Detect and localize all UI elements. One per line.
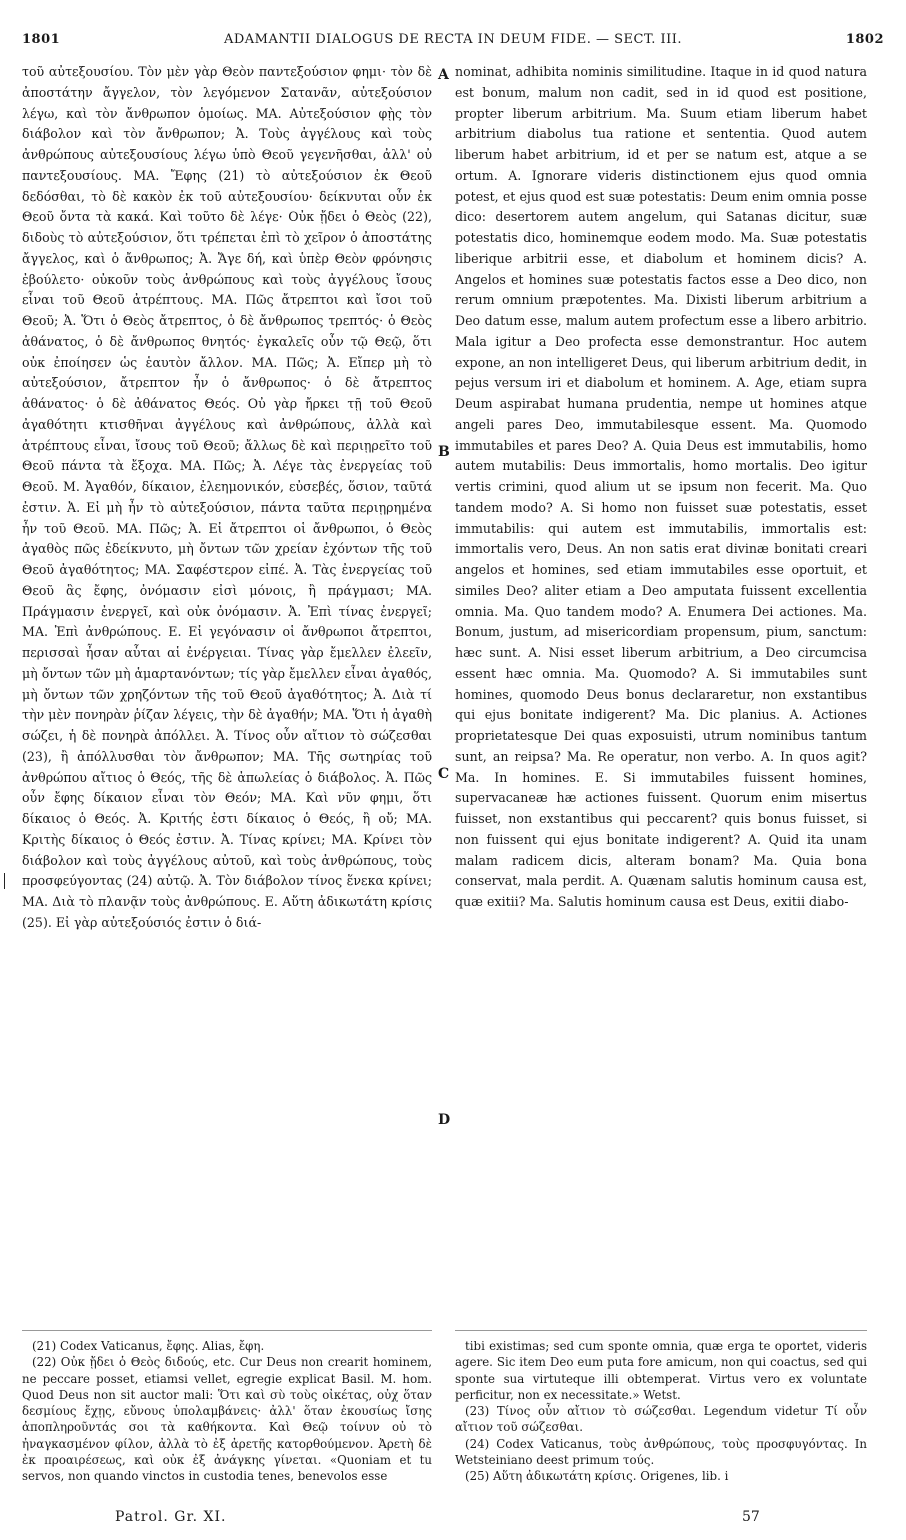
footer-series: Patrol. Gr. XI.	[115, 1509, 227, 1525]
page-number-left: 1801	[22, 32, 61, 47]
header-title: ADAMANTII DIALOGUS DE RECTA IN DEUM FIDE. — SECT. III.	[223, 32, 683, 47]
margin-tick	[4, 873, 5, 889]
margin-marker-c: C	[438, 766, 450, 782]
footnote-23: (23) Τίνος οὖν αἴτιον τὸ σώζεσθαι. Legendum videtur Τί οὖν αἴτιον τοῦ σώζεσθαι.	[455, 1404, 867, 1435]
footnotes-left	[22, 1338, 432, 1485]
footnote-rule-left	[22, 1330, 432, 1331]
greek-text: τοῦ αὐτεξουσίου. Τὸν μὲν γὰρ Θεὸν παντεξούσιον φημι· τὸν δὲ ἀποστάτην ἄγγελον, τὸν λεγόμενον Σατανᾶν, αὐτεξούσιον λέγω, καὶ τὸν ἄνθρωπον ὁμοίως. ΜΑ. Αὐτεξούσιον φῂς τὸν διάβολον καὶ τὸν ἄνθρωπον; Ἀ. Τοὺς ἀγγέλους καὶ τοὺς ἀνθρώπους αὐτεξουσίους λέγω ὑπὸ Θεοῦ γεγενῆσθαι, ἀλλ' οὐ παντεξουσίους. ΜΑ. Ἔφης (21) τὸ αὐτεξούσιον ἐκ Θεοῦ δεδόσθαι, τὸ δὲ κακὸν ἐκ τοῦ αὐτεξουσίου· δείκνυται οὖν ἐκ Θεοῦ ὄντα τὰ κακά. Καὶ τοῦτο δὲ λέγε· Οὐκ ᾔδει ὁ Θεὸς (22), διδοὺς τὸ αὐτεξούσιον, ὅτι τρέπεται ἐπὶ τὸ χεῖρον ὁ ἀποστάτης ἄγγελος, καὶ ὁ ἄνθρωπος; Ἀ. Ἄγε δή, καὶ ὑπὲρ Θεὸν φρόνησις ἐβούλετο· οὐκοῦν τοὺς ἀνθρώπους καὶ τοὺς ἀγγέλους ἴσους εἶναι τοῦ Θεοῦ ἀτρέπτους. ΜΑ. Πῶς ἄτρεπτοι καὶ ἴσοι τοῦ Θεοῦ; Ἀ. Ὅτι ὁ Θεὸς ἄτρεπτος, ὁ δὲ ἄνθρωπος τρεπτός· ὁ Θεὸς ἀθάνατος, ὁ δὲ ἄνθρωπος θνητός· ἐγκαλεῖς οὖν τῷ Θεῷ, ὅτι οὐκ ἐποίησεν ὡς ἑαυτὸν ἄλλον. ΜΑ. Πῶς; Ἀ. Εἴπερ μὴ τὸ αὐτεξούσιον, ἄτρεπτον ἦν ὁ ἄνθρωπος· ὁ δὲ ἄτρεπτος ἀθάνατος· ὁ δὲ ἀθάνατος Θεός. Οὐ γὰρ ἤρκει τῇ τοῦ Θεοῦ ἀγαθότητι κτισθῆναι ἀγγέλους καὶ ἀνθρώπους, ἀλλὰ καὶ ἀτρέπτους εἶναι, ἴσους τοῦ Θεοῦ; ἄλλως δὲ καὶ περιῃρεῖτο τοῦ Θεοῦ πάντα τὰ ἔξοχα. ΜΑ. Πῶς; Ἀ. Λέγε τὰς ἐνεργείας τοῦ Θεοῦ. Μ. Ἀγαθόν, δίκαιον, ἐλεημονικόν, εὐσεβές, ὅσιον, ταῦτά ἐστιν. Ἀ. Εἰ μὴ ἦν τὸ αὐτεξούσιον, πάντα ταῦτα περιῃρημένα ἦν τοῦ Θεοῦ. ΜΑ. Πῶς; Ἀ. Εἰ ἄτρεπτοι οἱ ἄνθρωποι, ὁ Θεὸς ἀγαθὸς πῶς ἐδείκνυτο, μὴ ὄντων τῶν χρείαν ἐχόντων τῆς τοῦ Θεοῦ ἀγαθότητος; ΜΑ. Σαφέστερον εἰπέ. Ἀ. Τὰς ἐνεργείας τοῦ Θεοῦ ἃς ἔφης, ὀνόμασιν εἰσὶ μόνοις, ἢ πράγμασι; ΜΑ. Πράγμασιν ἐνεργεῖ, καὶ οὐκ ὀνόμασιν. Ἀ. Ἐπὶ τίνας ἐνεργεῖ; ΜΑ. Ἐπὶ ἀνθρώπους. Ε. Εἰ γεγόνασιν οἱ ἄνθρωποι ἄτρεπτοι, περισσαὶ ἦσαν αὗται αἱ ἐνέργειαι. Τίνας γὰρ ἔμελλεν ἐλεεῖν, μὴ ὄντων τῶν μὴ ἁμαρτανόντων; τίς γὰρ ἔμελλεν εἶναι ἀγαθός, μὴ ὄντων τῶν χρηζόντων τῆς τοῦ Θεοῦ ἀγαθότητος; Ἀ. Διὰ τί τὴν μὲν πονηρὰν ῥίζαν λέγεις, τὴν δὲ ἀγαθήν; ΜΑ. Ὅτι ἡ ἀγαθὴ σώζει, ἡ δὲ πονηρὰ ἀπόλλει. Ἀ. Τίνος οὖν αἴτιον τὸ σώζεσθαι (23), ἢ ἀπόλλυσθαι τὸν ἄνθρωπον; ΜΑ. Τῆς σωτηρίας τοῦ ἀνθρώπου αἴτιος ὁ Θεός, τῆς δὲ ἀπωλείας ὁ διάβολος. Ἀ. Πῶς οὖν ἔφης δίκαιον εἶναι τὸν Θεόν; ΜΑ. Καὶ νῦν φημι, ὅτι δίκαιος ὁ Θεός. Ἀ. Κριτής ἐστι δίκαιος ὁ Θεός, ἢ οὔ; ΜΑ. Κριτὴς δίκαιος ὁ Θεός ἐστιν. Ἀ. Τίνας κρίνει; ΜΑ. Κρίνει τὸν διάβολον καὶ τοὺς ἀγγέλους αὐτοῦ, καὶ τοὺς ἀνθρώπους, τοὺς προσφεύγοντας (24) αὐτῷ. Ἀ. Τὸν διάβολον τίνος ἕνεκα κρίνει; ΜΑ. Διὰ τὸ πλανᾷν τοὺς ἀνθρώπους. Ε. Αὕτη ἀδικωτάτη κρίσις (25). Εἰ γὰρ αὐτεξούσιός ἐστιν ὁ διά-	[22, 64, 432, 930]
greek-column	[22, 62, 432, 934]
footnote-22-cont: tibi existimas; sed cum sponte omnia, quæ erga te oportet, videris agere. Sic item Deo eum puta fore amicum, non qui coactus, sed qui sponte sua virtuteque illi obtemperat. Virtus vero ex voluntate perficitur, non ex necessitate.» Wetst.	[455, 1339, 867, 1402]
footnote-21: (21) Codex Vaticanus, ἔφης. Alias, ἔφη.	[32, 1339, 265, 1353]
margin-marker-a: A	[438, 67, 449, 83]
footnotes-right	[455, 1338, 867, 1485]
latin-text: nominat, adhibita nominis similitudine. Itaque in id quod natura est bonum, malum non cadit, sed in id quod est positione, propter liberum arbitrium. Ma. Suum etiam liberum habet arbitrium diabolus tua ratione et sententia. Quod autem liberum habet arbitrium, id et per se natum est, atque a se ortum. A. Ignorare videris distinctionem ejus quod omnia potest, et ejus quod est suæ potestatis: Deum enim omnia posse dico: desertorem autem angelum, qui Satanas dicitur, suæ potestatis dico, hominemque eodem modo. Ma. Suæ potestatis liberique arbitrii esse, et diabolum et hominem dicis? A. Angelos et homines suæ potestatis factos esse a Deo dico, non rerum omnium præpotentes. Ma. Dixisti liberum arbitrium a Deo datum esse, malum autem profectum esse a libero arbitrio. Mala igitur a Deo profecta esse demonstrantur. Hoc autem expone, an non intelligeret Deus, qui liberum arbitrium dedit, in pejus versum iri et diabolum et hominem. A. Age, etiam supra Deum aspirabat humana prudentia, nempe ut homines atque angeli pares Deo, immutabilesque essent. Ma. Quomodo immutabiles et pares Deo? A. Quia Deus est immutabilis, homo autem mutabilis: Deus immortalis, homo mortalis. Deo igitur vertis crimini, quod alium ut se ipsum non fecerit. Ma. Quo tandem modo? A. Si homo non fuisset suæ potestatis, esset immutabilis: qui autem est immutabilis, immortalis est: immortalis vero, Deus. An non satis erat divinæ bonitati creari angelos et homines, sed etiam immutabiles esse oportuit, et similes Deo? aliter etiam a Deo amputata fuissent excellentia omnia. Ma. Quo tandem modo? A. Enumera Dei actiones. Ma. Bonum, justum, ad misericordiam propensum, pium, sanctum: hæc sunt. A. Nisi esset liberum arbitrium, a Deo circumcisa essent hæc omnia. Ma. Quomodo? A. Si immutabiles sunt homines, quomodo Deus bonus declararetur, non exstantibus qui ejus bonitate indigerent? Ma. Dic planius. A. Actiones proprietatesque Dei quas exposuisti, utrum nominibus tantum sunt, an reipsa? Ma. Re operatur, non verbo. A. In quos agit? Ma. In homines. E. Si immutabiles fuissent homines, supervacaneæ hæ actiones fuissent. Quorum enim misertus fuisset, non exstantibus qui peccarent? quis bonus fuisset, si non fuissent qui ejus bonitate indigerent? A. Quid ita unam malam radicem dicis, alteram bonam? Ma. Quia bona conservat, mala perdit. A. Quænam salutis hominum causa est, quæ exitii? Ma. Salutis hominum causa est Deus, exitii diabo-	[455, 64, 867, 909]
footnote-rule-right	[455, 1330, 867, 1331]
footnote-22: (22) Οὐκ ᾔδει ὁ Θεὸς διδούς, etc. Cur Deus non crearit hominem, ne peccare posset, etiamsi vellet, egregie explicat Basil. M. hom. Quod Deus non sit auctor mali: Ὅτι καὶ σὺ τοὺς οἰκέτας, οὐχ ὅταν δεσμίους ἔχῃς, εὔνους ὑπολαμβάνεις· ἀλλ' ὅταν ἐκουσίως ἴσης ἀποπληροῦντάς σοι τὰ καθήκοντα. Καὶ Θεῷ τοίνυν οὐ τὸ ἠναγκασμένον φίλον, ἀλλὰ τὸ ἐξ ἀρετῆς κατορθούμενον. Ἀρετὴ δὲ ἐκ προαιρέσεως, καὶ οὐκ ἐξ ἀνάγκης γίνεται. «Quoniam et tu servos, non quando vinctos in custodia tenes, benevolos esse	[22, 1355, 432, 1484]
running-header	[22, 32, 884, 54]
margin-marker-b: B	[438, 444, 450, 460]
footer-signature: 57	[742, 1509, 760, 1525]
footnote-25: (25) Αὕτη ἀδικωτάτη κρίσις. Origenes, lib. i	[465, 1469, 729, 1484]
page-number-right: 1802	[845, 32, 884, 47]
margin-marker-d: D	[438, 1112, 451, 1128]
footnote-24: (24) Codex Vaticanus, τοὺς ἀνθρώπους, τοὺς προσφυγόντας. In Wetsteiniano deest primum τούς.	[455, 1436, 867, 1468]
latin-column	[455, 62, 867, 913]
